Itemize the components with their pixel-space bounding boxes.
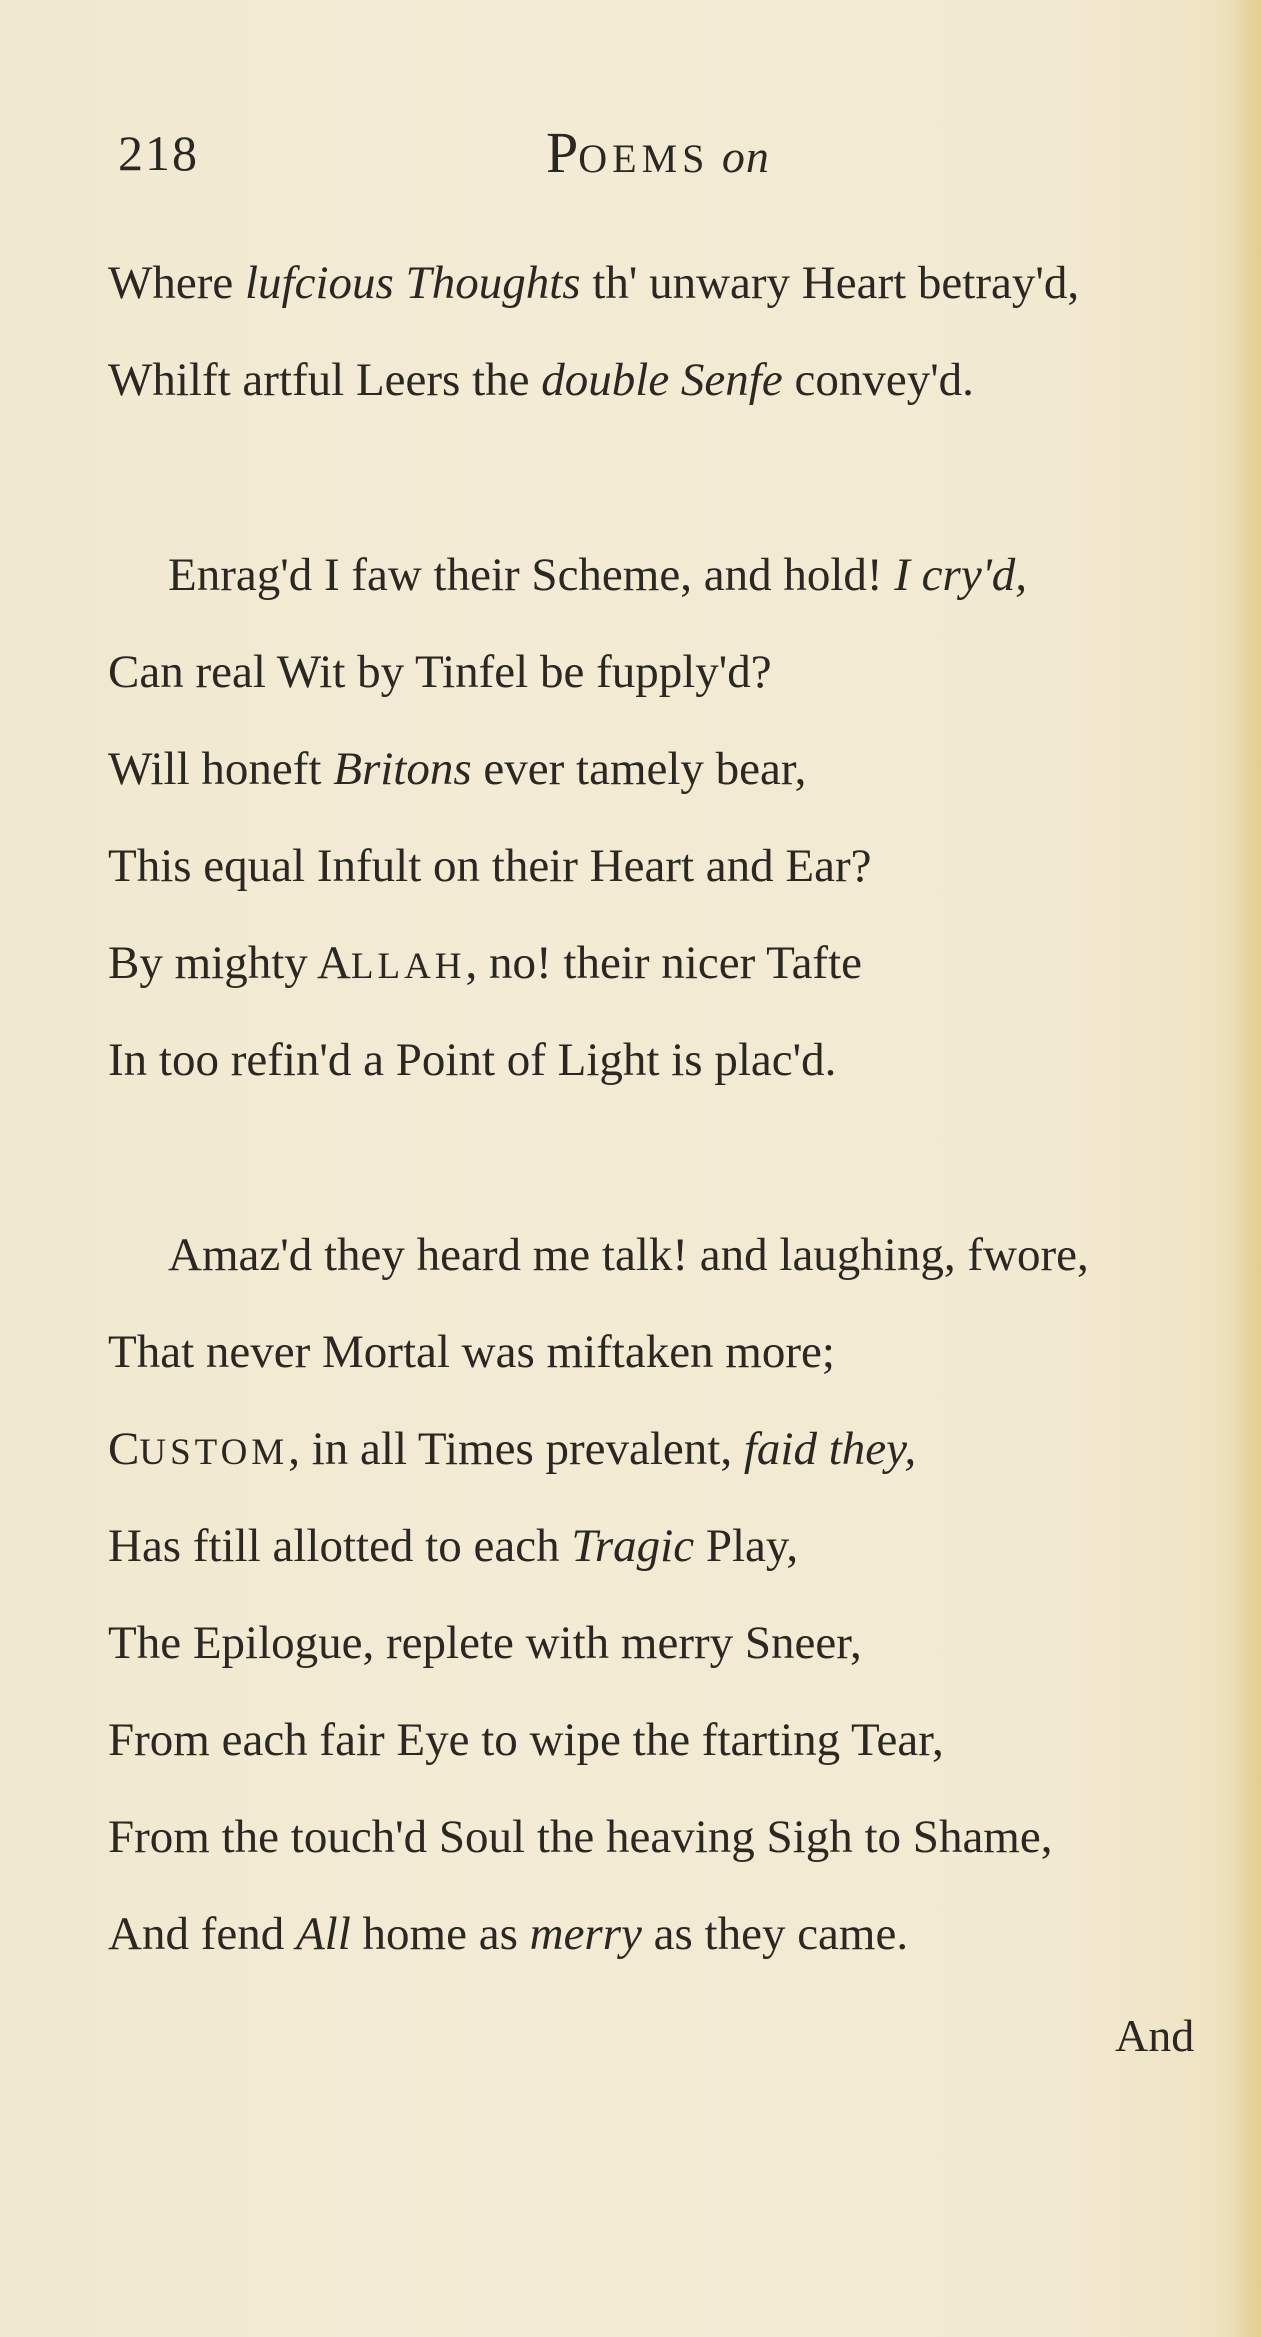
text-run: C bbox=[108, 1423, 140, 1475]
running-title-initial: P bbox=[546, 120, 579, 185]
poem-line bbox=[108, 1886, 1228, 1983]
italic-run: double Senfe bbox=[541, 354, 783, 406]
text-run: convey'd. bbox=[782, 354, 974, 406]
text-run: Whilft artful Leers the bbox=[108, 354, 542, 406]
poem-line bbox=[108, 235, 1228, 332]
poem-text bbox=[108, 235, 1228, 1983]
text-run: And fend bbox=[108, 1908, 296, 1960]
text-run: Play, bbox=[694, 1520, 799, 1572]
text-run: Enrag'd I faw their Scheme, and hold! bbox=[168, 549, 895, 601]
poem-line bbox=[108, 915, 1228, 1012]
running-title-italic: on bbox=[721, 131, 770, 182]
poem-line: Amaz'd they heard me talk! and laughing, fwore, bbox=[168, 1229, 1089, 1281]
poem-line: Can real Wit by Tinfel be fupply'd? bbox=[108, 646, 772, 698]
italic-run: Tragic bbox=[571, 1520, 695, 1572]
text-run: Has ftill allotted to each bbox=[108, 1520, 572, 1572]
running-title-smallcaps: OEMS bbox=[578, 136, 710, 181]
poem-line: From each fair Eye to wipe the ftarting Tear, bbox=[108, 1714, 944, 1766]
text-run: , no! their nicer Tafte bbox=[465, 937, 863, 989]
text-run: ever tamely bear, bbox=[471, 743, 807, 795]
italic-run: lufcious Thoughts bbox=[244, 257, 581, 309]
page-edge-stain bbox=[1233, 0, 1261, 2337]
text-run: By mighty A bbox=[108, 937, 351, 989]
text-run: , in all Times prevalent, bbox=[288, 1423, 744, 1475]
poem-line: This equal Infult on their Heart and Ear? bbox=[108, 840, 872, 892]
smallcaps-run: LLAH bbox=[350, 946, 466, 987]
running-title bbox=[546, 118, 770, 194]
catchword: And bbox=[1115, 2010, 1195, 2061]
poem-line bbox=[108, 332, 1228, 429]
text-run: home as bbox=[350, 1908, 530, 1960]
poem-line bbox=[108, 1401, 1228, 1498]
poem-line bbox=[108, 527, 1228, 624]
stanza-break bbox=[108, 429, 1228, 527]
poem-line: The Epilogue, replete with merry Sneer, bbox=[108, 1617, 862, 1669]
italic-run: All bbox=[295, 1908, 351, 1960]
text-run: Will honeft bbox=[108, 743, 334, 795]
italic-run: merry bbox=[529, 1908, 642, 1960]
poem-line bbox=[108, 721, 1228, 818]
page-number: 218 bbox=[118, 125, 199, 181]
running-head bbox=[118, 118, 1118, 188]
italic-run: Britons bbox=[333, 743, 472, 795]
poem-line: That never Mortal was miftaken more; bbox=[108, 1326, 835, 1378]
poem-line: In too refin'd a Point of Light is plac'd. bbox=[108, 1034, 837, 1086]
italic-run: faid they, bbox=[743, 1423, 917, 1475]
text-run: as they came. bbox=[641, 1908, 909, 1960]
italic-run: I cry'd, bbox=[894, 549, 1027, 601]
poem-line: From the touch'd Soul the heaving Sigh to Shame, bbox=[108, 1811, 1053, 1863]
text-run: Where bbox=[108, 257, 245, 309]
poem-line bbox=[108, 1498, 1228, 1595]
stanza-break bbox=[108, 1109, 1228, 1207]
smallcaps-run: USTOM bbox=[139, 1432, 289, 1473]
text-run: th' unwary Heart betray'd, bbox=[580, 257, 1080, 309]
